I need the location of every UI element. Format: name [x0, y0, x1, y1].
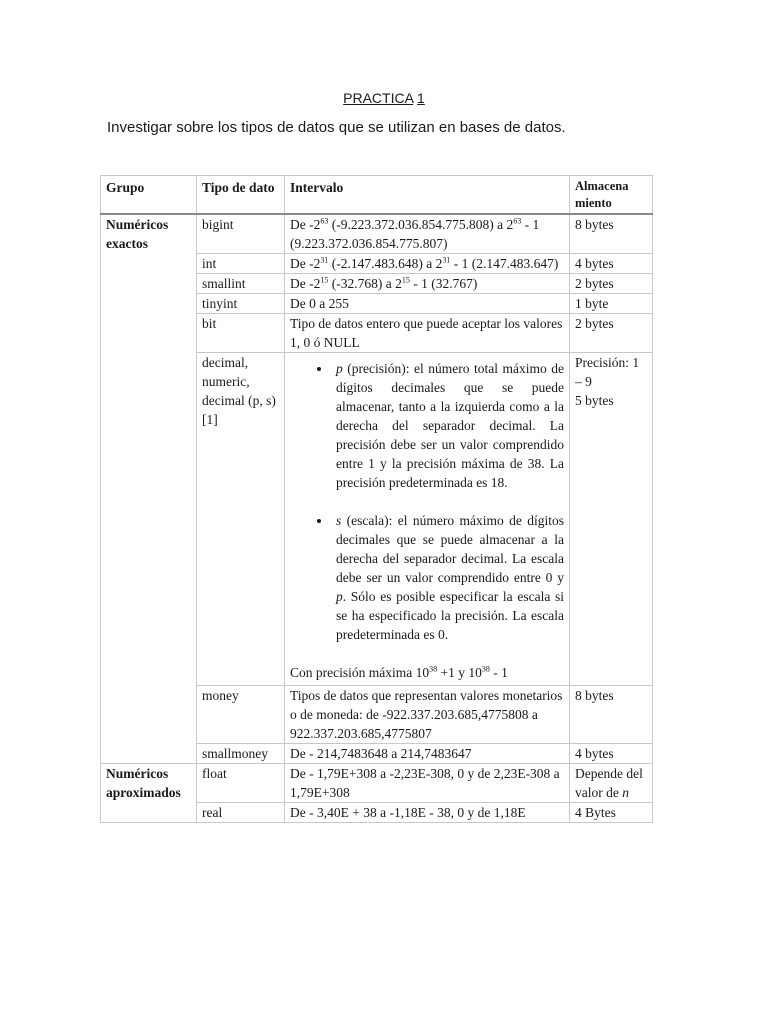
exponent: 15 [401, 275, 410, 285]
intervalo-cell: De - 3,40E + 38 a -1,18E - 38, 0 y de 1,18E [285, 803, 570, 823]
intervalo-cell: Tipos de datos que representan valores monetarios o de moneda: de -922.337.203.685,4775808 a 922.337.203.685,4775807 [285, 686, 570, 744]
alm-cell: 4 bytes [570, 744, 653, 764]
tipo-cell: smallmoney [197, 744, 285, 764]
alm-cell: 4 bytes [570, 254, 653, 274]
data-types-table [100, 175, 653, 823]
alm-cell [570, 764, 653, 803]
alm-cell [570, 353, 653, 686]
tipo-cell: money [197, 686, 285, 744]
exponent: 15 [320, 275, 329, 285]
intervalo-cell [285, 353, 570, 686]
decimal-params-list [290, 359, 564, 644]
group-cell: Numéricos exactos [101, 214, 197, 764]
param-text: (escala): el número máximo de dígitos decimales que se puede almacenar a la derecha del separador decimal. La escala debe ser un valor comprendido entre 0 y [336, 513, 564, 585]
header-almacenamiento: Almacena miento [570, 176, 653, 215]
inter-text: De -2 [290, 217, 321, 232]
tipo-cell: tinyint [197, 294, 285, 314]
alm-cell: 4 Bytes [570, 803, 653, 823]
title-number: 1 [417, 90, 425, 106]
exponent: 38 [429, 664, 438, 674]
inter-text: - 1 (2.147.483.647) [450, 256, 559, 271]
intervalo-cell: Tipo de datos entero que puede aceptar los valores 1, 0 ó NULL [285, 314, 570, 353]
inter-text: (-9.223.372.036.854.775.808) a 2 [328, 217, 514, 232]
tipo-cell: smallint [197, 274, 285, 294]
header-grupo: Grupo [101, 176, 197, 215]
intervalo-cell [285, 214, 570, 254]
header-tipo: Tipo de dato [197, 176, 285, 215]
group-cell: Numéricos aproximados [101, 764, 197, 823]
inter-text: - 1 (9.223.372.036.854.775.807) [290, 217, 540, 251]
exponent: 31 [320, 255, 329, 265]
alm-cell: 1 byte [570, 294, 653, 314]
page-title [0, 90, 768, 106]
intervalo-cell [285, 274, 570, 294]
exponent: 31 [442, 255, 451, 265]
intro-text: Investigar sobre los tipos de datos que se utilizan en bases de datos. [107, 119, 566, 136]
intervalo-cell [285, 254, 570, 274]
alm-cell: 2 bytes [570, 274, 653, 294]
inter-text: De -2 [290, 276, 321, 291]
list-item [332, 511, 564, 644]
exponent: 63 [513, 216, 522, 226]
alm-cell: 8 bytes [570, 686, 653, 744]
tipo-cell: int [197, 254, 285, 274]
param-symbol: p [336, 361, 343, 376]
param-symbol: s [336, 513, 342, 528]
alm-symbol: n [622, 785, 629, 800]
table-row [101, 214, 653, 254]
tipo-cell: bit [197, 314, 285, 353]
param-text: . Sólo es posible especificar la escala si se ha especificado la precisión. La escala predeterminada es 0. [336, 589, 564, 642]
exponent: 38 [481, 664, 490, 674]
title-text: PRACTICA [343, 90, 414, 106]
note-text: - 1 [489, 665, 508, 680]
tipo-cell: float [197, 764, 285, 803]
table-header-row [101, 176, 653, 215]
intervalo-cell: De 0 a 255 [285, 294, 570, 314]
max-precision-note [290, 663, 564, 685]
inter-text: (-2.147.483.648) a 2 [328, 256, 443, 271]
note-text: Con precisión máxima 10 [290, 665, 430, 680]
note-text: +1 y 10 [437, 665, 482, 680]
param-symbol: p [336, 589, 343, 604]
param-text: (precisión): el número total máximo de dígitos decimales que se puede almacenar, tanto a la izquierda como a la derecha del separador decimal. La precisión debe ser un valor comprendido entre 1 y la precisión máxima de 38. La precisión predeterminada es 18. [336, 361, 564, 490]
list-item [332, 359, 564, 492]
intervalo-cell: De - 214,7483648 a 214,7483647 [285, 744, 570, 764]
alm-line: 5 bytes [575, 393, 614, 408]
alm-cell: 8 bytes [570, 214, 653, 254]
table-row [101, 764, 653, 803]
inter-text: (-32.768) a 2 [328, 276, 402, 291]
tipo-cell: real [197, 803, 285, 823]
alm-text: Depende del valor de [575, 766, 643, 800]
alm-line: Precisión: 1 – 9 [575, 355, 640, 389]
tipo-cell: bigint [197, 214, 285, 254]
exponent: 63 [320, 216, 329, 226]
inter-text: De -2 [290, 256, 321, 271]
header-intervalo: Intervalo [285, 176, 570, 215]
alm-cell: 2 bytes [570, 314, 653, 353]
inter-text: - 1 (32.767) [409, 276, 478, 291]
tipo-cell: decimal, numeric, decimal (p, s) [1] [197, 353, 285, 686]
intervalo-cell: De - 1,79E+308 a -2,23E-308, 0 y de 2,23E-308 a 1,79E+308 [285, 764, 570, 803]
